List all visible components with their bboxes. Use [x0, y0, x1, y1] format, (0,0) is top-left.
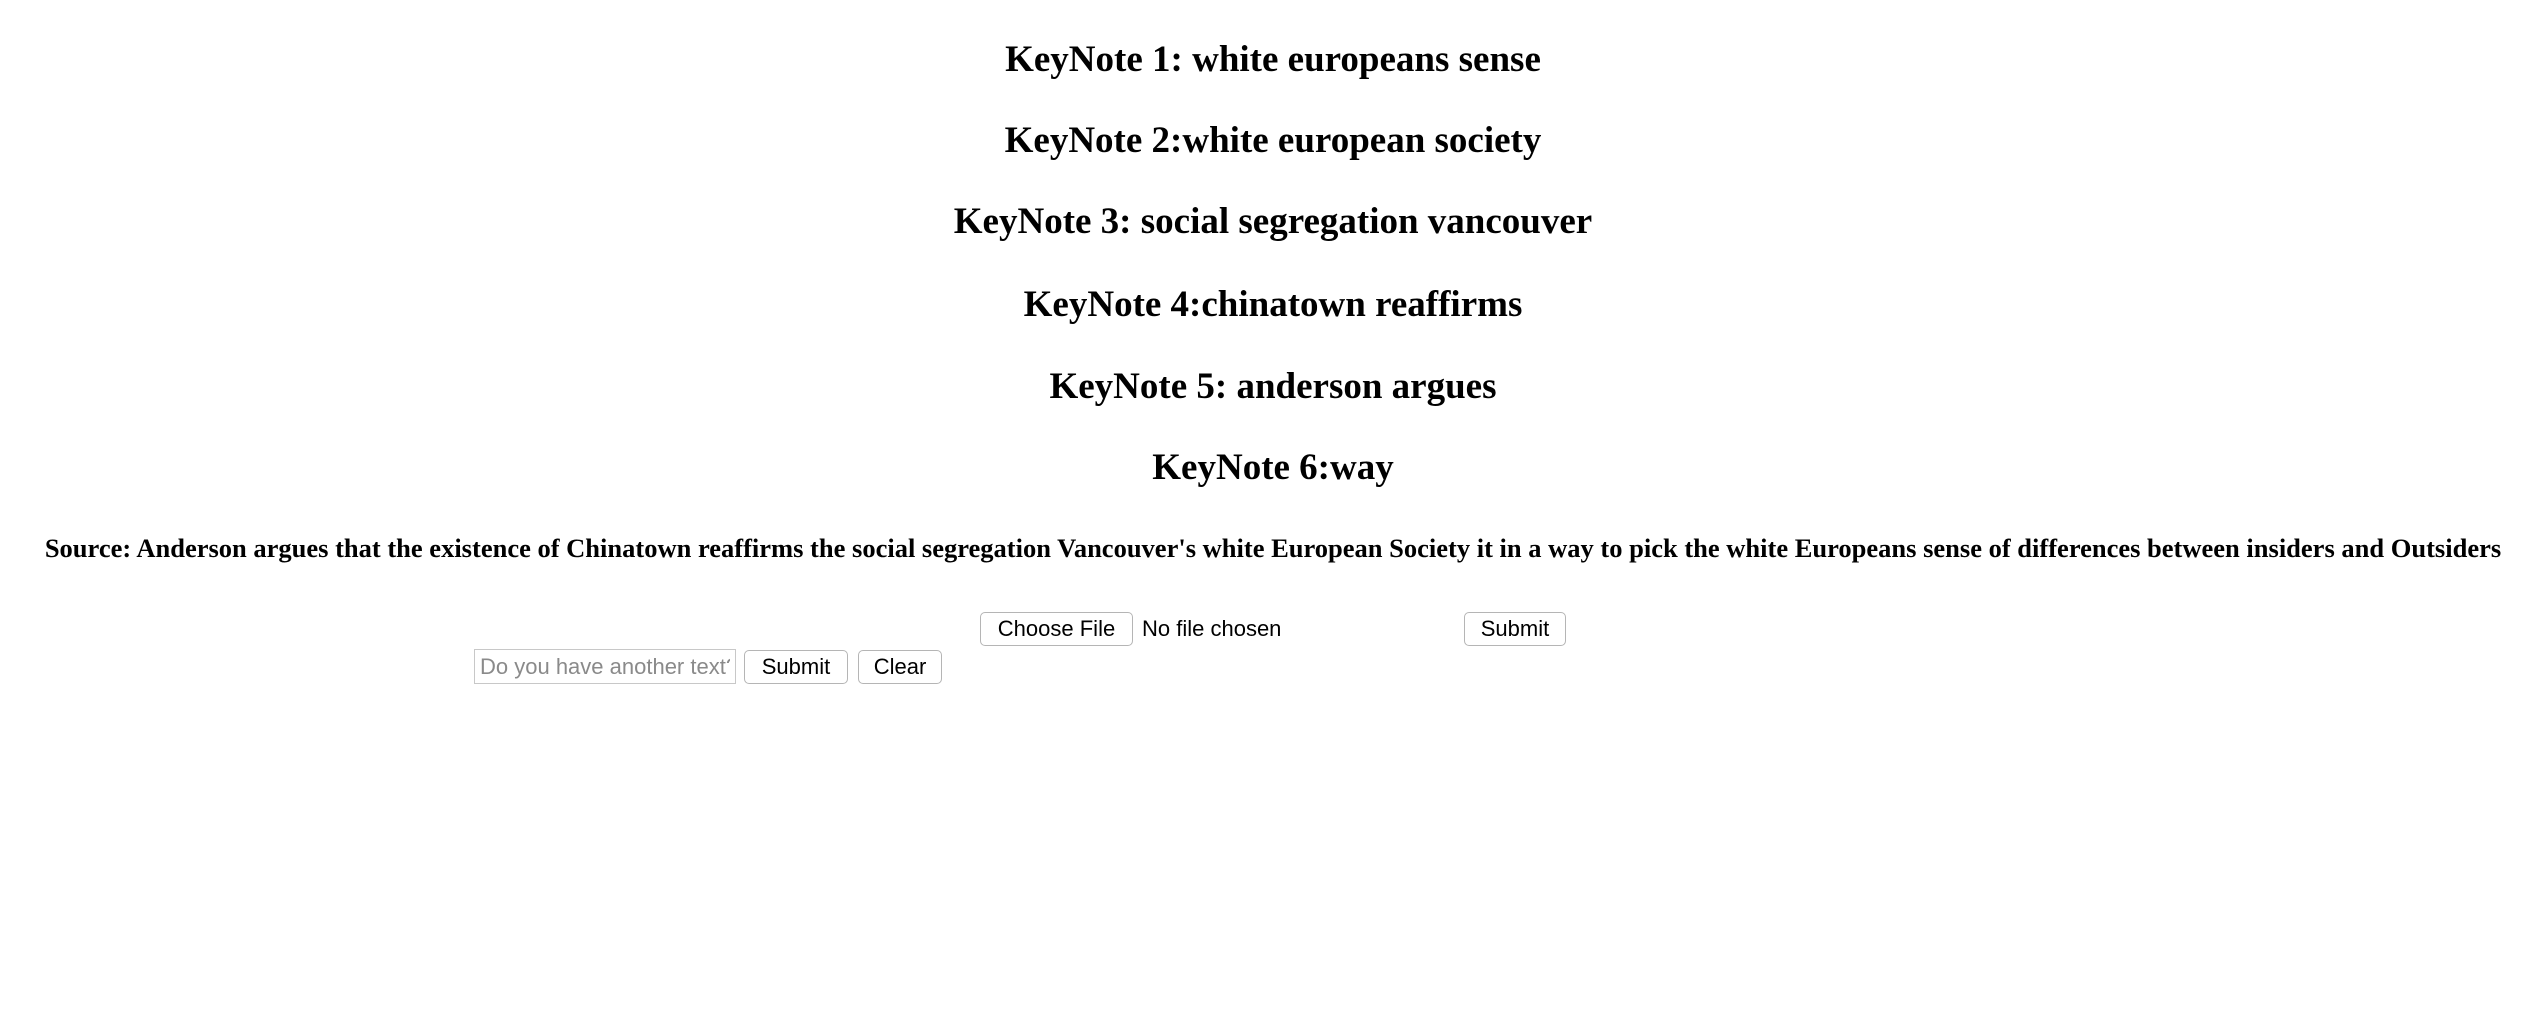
keynote-5-heading: KeyNote 5: anderson argues: [1049, 366, 1497, 407]
keynote-4-heading: KeyNote 4:chinatown reaffirms: [1023, 284, 1523, 325]
keynote-2-heading: KeyNote 2:white european society: [1004, 120, 1542, 161]
keynote-3-heading: KeyNote 3: social segregation vancouver: [953, 201, 1593, 242]
upload-submit-button[interactable]: Submit: [1464, 612, 1566, 646]
source-paragraph: Source: Anderson argues that the existence of Chinatown reaffirms the social segregation Vancouver's white European Society it in a way to pick the white Europeans sense of differences between insiders and Outsiders: [44, 533, 2502, 563]
text-submit-button[interactable]: Submit: [744, 650, 848, 684]
keynote-1-heading: KeyNote 1: white europeans sense: [1005, 39, 1541, 80]
clear-button[interactable]: Clear: [858, 650, 942, 684]
file-status-text: No file chosen: [1142, 616, 1282, 641]
keynote-6-heading: KeyNote 6:way: [1152, 447, 1394, 488]
another-text-input[interactable]: [474, 649, 736, 684]
choose-file-button[interactable]: Choose File: [980, 612, 1133, 646]
